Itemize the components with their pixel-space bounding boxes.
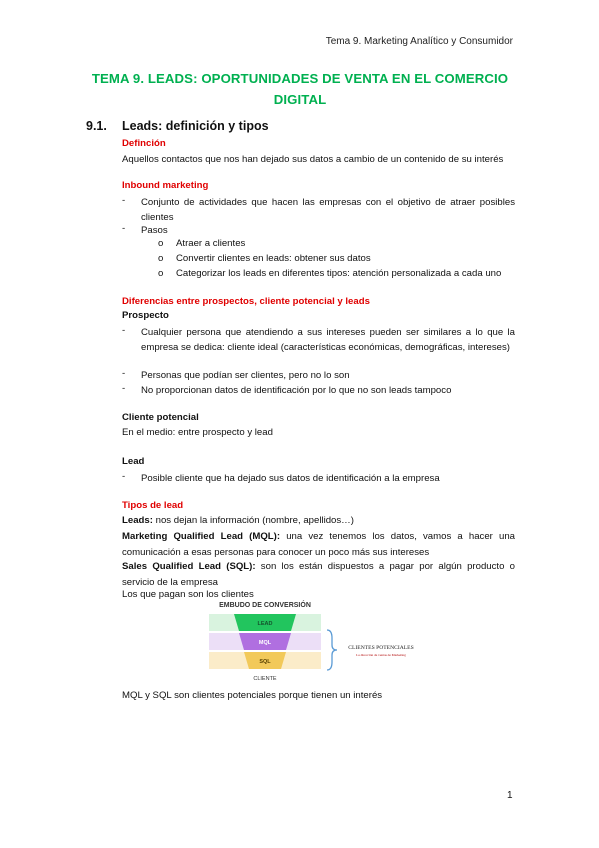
circle-bullet: o	[158, 238, 164, 249]
definicion-heading: Definción	[122, 138, 166, 149]
tipo-leads	[122, 515, 354, 526]
funnel-title: EMBUDO DE CONVERSIÓN	[219, 602, 311, 609]
tipo-mql	[122, 529, 515, 561]
dash-bullet: -	[122, 471, 126, 482]
conversion-funnel-diagram	[205, 600, 445, 686]
lead-bullet: Posible cliente que ha dejado sus datos de identificación a la empresa	[141, 473, 440, 484]
prospecto-heading: Prospecto	[122, 310, 169, 321]
tipo-mql-text: una vez tenemos los datos, vamos a hacer una comunicación a esas personas para conocer un poco más sus intereses	[122, 531, 515, 558]
sql-stage-label: SQL	[259, 659, 271, 665]
circle-bullet: o	[158, 268, 164, 279]
dash-bullet: -	[122, 325, 126, 336]
tipo-sql-label: Sales Qualified Lead (SQL):	[122, 561, 256, 572]
step-item: Atraer a clientes	[176, 238, 246, 249]
lead-heading: Lead	[122, 456, 145, 467]
diferencias-heading: Diferencias entre prospectos, cliente potencial y leads	[122, 296, 370, 307]
inbound-bullet-2: Pasos	[141, 225, 168, 236]
funnel-bottom-label: CLIENTE	[253, 676, 277, 682]
inbound-heading: Inbound marketing	[122, 180, 209, 191]
page-header: Tema 9. Marketing Analítico y Consumidor	[325, 36, 513, 47]
dash-bullet: -	[122, 383, 126, 394]
cliente-potencial-text: En el medio: entre prospecto y lead	[122, 427, 273, 438]
step-item: Categorizar los leads en diferentes tipos: atención personalizada a cada uno	[176, 268, 502, 279]
circle-bullet: o	[158, 253, 164, 264]
definicion-text: Aquellos contactos que nos han dejado sus datos a cambio de un contenido de su interés	[122, 154, 504, 165]
prospecto-bullet-2: Personas que podían ser clientes, pero no lo son	[141, 370, 350, 381]
lead-stage-label: LEAD	[257, 621, 273, 627]
conclusion-text: MQL y SQL son clientes potenciales porque tienen un interés	[122, 690, 383, 701]
mql-stage-label: MQL	[258, 640, 272, 646]
tipo-mql-label: Marketing Qualified Lead (MQL):	[122, 531, 281, 542]
page-number: 1	[507, 790, 513, 801]
tipo-leads-text: nos dejan la información (nombre, apellidos…)	[152, 515, 354, 526]
tipo-sql-text: son los están dispuestos a pagar por algún producto o servicio de la empresa	[122, 561, 515, 588]
prospecto-bullet-3: No proporcionan datos de identificación por lo que no son leads tampoco	[141, 385, 452, 396]
inbound-bullet-1: Conjunto de actividades que hacen las empresas con el objetivo de atraer posibles clientes	[141, 197, 515, 223]
tipo-leads-label: Leads:	[122, 515, 153, 526]
section-number: 9.1.	[86, 119, 107, 133]
tipos-heading: Tipos de lead	[122, 500, 184, 511]
tipo-sql	[122, 559, 515, 591]
title-line-1: TEMA 9. LEADS: OPORTUNIDADES DE VENTA EN EL COMERCIO	[91, 71, 509, 86]
title-line-2: DIGITAL	[273, 92, 327, 107]
prospecto-bullet-1: Cualquier persona que atendiendo a sus intereses pueden ser similares a lo que la empresa se dedica: cliente ideal (características económicas, demográficas, intereses)	[141, 327, 515, 353]
brace-sublabel: La dirección de ventas de Marketing	[356, 653, 406, 657]
step-item: Convertir clientes en leads: obtener sus datos	[176, 253, 371, 264]
brace-label: CLIENTES POTENCIALES	[348, 645, 414, 651]
dash-bullet: -	[122, 368, 126, 379]
dash-bullet: -	[122, 195, 126, 206]
clientes-text: Los que pagan son los clientes	[122, 589, 254, 600]
cliente-potencial-heading: Cliente potencial	[122, 412, 199, 423]
page-title	[60, 68, 540, 110]
curly-brace	[327, 630, 337, 670]
dash-bullet: -	[122, 223, 126, 234]
section-title: Leads: definición y tipos	[122, 119, 269, 133]
